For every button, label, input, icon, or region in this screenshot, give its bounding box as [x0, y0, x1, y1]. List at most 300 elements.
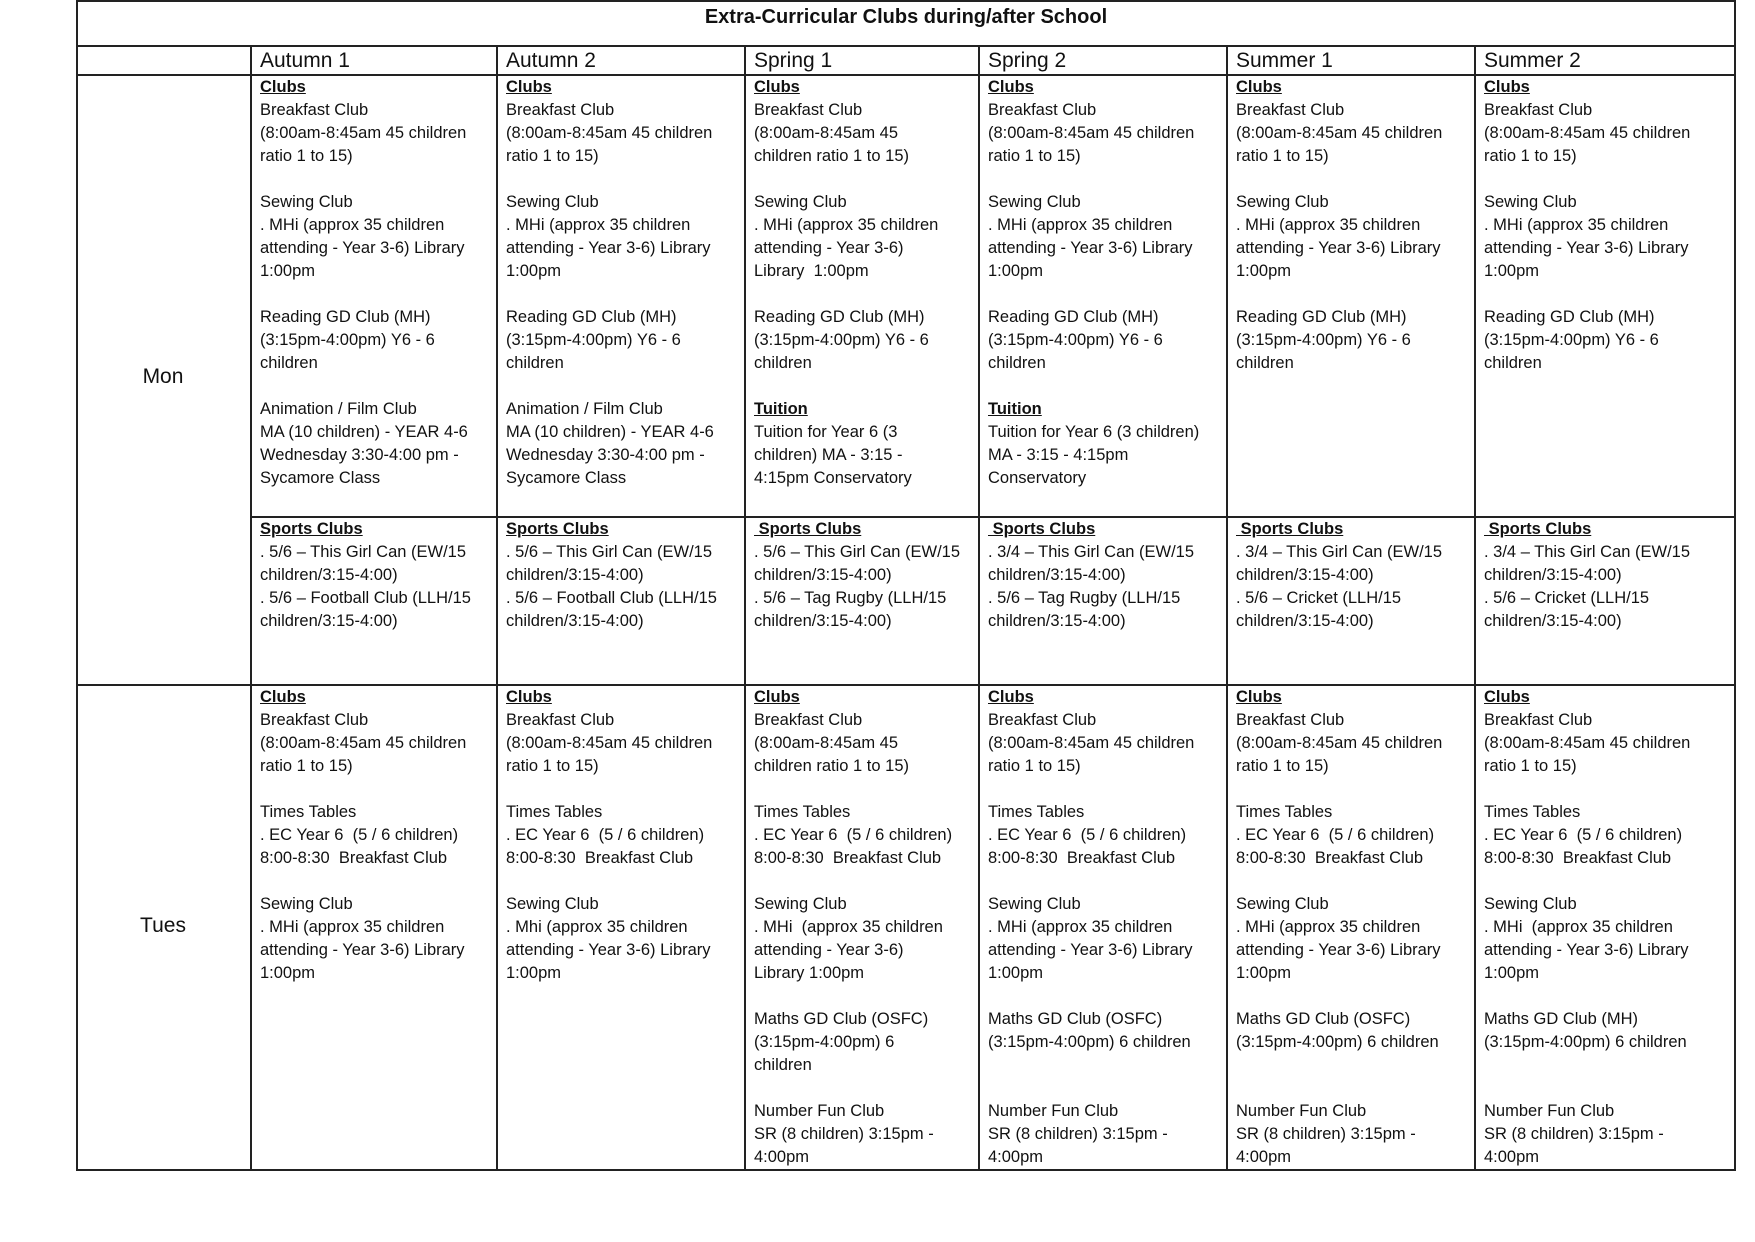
entry-line: . MHi (approx 35 children — [1236, 216, 1421, 234]
club-entry — [1484, 709, 1732, 778]
column-divider — [1226, 45, 1228, 1171]
club-entry — [754, 801, 974, 870]
entry-line: children/3:15-4:00) — [1236, 566, 1374, 584]
entry-line: Times Tables — [1484, 803, 1581, 821]
entry-line: ratio 1 to 15) — [506, 757, 599, 775]
club-entry — [1236, 306, 1470, 375]
entry-line: Sewing Club — [754, 193, 847, 211]
club-entry — [988, 1100, 1222, 1169]
entry-line: Sewing Club — [506, 895, 599, 913]
entry-line: Times Tables — [1236, 803, 1333, 821]
entry-line: . 5/6 – Football Club (LLH/15 — [506, 589, 717, 607]
club-entry — [1484, 306, 1732, 375]
entry-line: children/3:15-4:00) — [506, 612, 644, 630]
entry-line: Tuition for Year 6 (3 — [754, 423, 898, 441]
club-entry — [754, 191, 974, 283]
entry-line: MA (10 children) - YEAR 4-6 — [260, 423, 468, 441]
entry-line: . EC Year 6 (5 / 6 children) — [1236, 826, 1435, 844]
club-entry — [260, 801, 492, 870]
term-header: Autumn 2 — [506, 49, 596, 72]
entry-line: (3:15pm-4:00pm) Y6 - 6 — [506, 331, 681, 349]
entry-line: 1:00pm — [1484, 964, 1540, 982]
club-entry — [988, 801, 1222, 870]
entry-line: Breakfast Club — [988, 711, 1097, 729]
club-entry — [988, 518, 1222, 633]
entry-line: . 5/6 – This Girl Can (EW/15 — [754, 543, 961, 561]
schedule-cell — [1474, 76, 1736, 516]
entry-line: attending - Year 3-6) Library — [506, 239, 711, 257]
section-heading: Clubs — [506, 78, 552, 96]
entry-line: . MHi (approx 35 children — [506, 216, 691, 234]
entry-line: Reading GD Club (MH) — [260, 308, 431, 326]
entry-line: Animation / Film Club — [506, 400, 663, 418]
entry-line: . MHi (approx 35 children — [1484, 216, 1669, 234]
club-entry — [506, 398, 740, 490]
entry-line: (8:00am-8:45am 45 children — [260, 734, 467, 752]
entry-line: . EC Year 6 (5 / 6 children) — [754, 826, 953, 844]
club-entry — [1236, 893, 1470, 985]
entry-line: (3:15pm-4:00pm) 6 children — [1236, 1033, 1439, 1051]
entry-line: Breakfast Club — [1236, 711, 1345, 729]
entry-line: Number Fun Club — [1484, 1102, 1615, 1120]
entry-line: . MHi (approx 35 children — [988, 918, 1173, 936]
entry-line: attending - Year 3-6) Library — [988, 941, 1193, 959]
entry-line: children/3:15-4:00) — [754, 566, 892, 584]
club-entry — [260, 893, 492, 985]
entry-line: Times Tables — [506, 803, 603, 821]
row-divider — [250, 516, 1736, 518]
schedule-cell — [250, 686, 496, 1171]
entry-line: (3:15pm-4:00pm) 6 children — [988, 1033, 1191, 1051]
club-entry — [1236, 686, 1470, 709]
club-entry — [506, 686, 740, 709]
column-divider — [978, 45, 980, 1171]
entry-line: children/3:15-4:00) — [988, 612, 1126, 630]
entry-line: Maths GD Club (OSFC) — [988, 1010, 1163, 1028]
club-entry — [506, 893, 740, 985]
entry-line: Maths GD Club (OSFC) — [1236, 1010, 1411, 1028]
club-entry — [754, 398, 974, 490]
entry-line: SR (8 children) 3:15pm - — [1484, 1125, 1664, 1143]
entry-line: children/3:15-4:00) — [754, 612, 892, 630]
entry-line: (8:00am-8:45am 45 — [754, 124, 898, 142]
entry-line: ratio 1 to 15) — [506, 147, 599, 165]
section-heading: Clubs — [260, 78, 306, 96]
section-heading: Clubs — [988, 688, 1034, 706]
section-heading: Clubs — [506, 688, 552, 706]
entry-line: children/3:15-4:00) — [1236, 612, 1374, 630]
entry-line: (3:15pm-4:00pm) Y6 - 6 — [754, 331, 929, 349]
club-entry — [506, 191, 740, 283]
schedule-cell — [744, 76, 978, 516]
entry-line: children/3:15-4:00) — [1484, 566, 1622, 584]
schedule-cell — [978, 686, 1226, 1171]
entry-line: Sewing Club — [988, 193, 1081, 211]
entry-line: Number Fun Club — [988, 1102, 1119, 1120]
clubs-timetable — [76, 0, 1736, 1171]
entry-line: . 5/6 – Cricket (LLH/15 — [1236, 589, 1402, 607]
entry-line: 1:00pm — [260, 964, 316, 982]
entry-line: (3:15pm-4:00pm) 6 — [754, 1033, 895, 1051]
entry-line: attending - Year 3-6) Library — [1236, 941, 1441, 959]
entry-line: . 5/6 – This Girl Can (EW/15 — [260, 543, 467, 561]
entry-line: children ratio 1 to 15) — [754, 147, 910, 165]
entry-line: Sewing Club — [754, 895, 847, 913]
club-entry — [988, 893, 1222, 985]
club-entry — [1236, 76, 1470, 99]
entry-line: (8:00am-8:45am 45 children — [988, 124, 1195, 142]
entry-line: (3:15pm-4:00pm) Y6 - 6 — [1236, 331, 1411, 349]
entry-line: Wednesday 3:30-4:00 pm - — [260, 446, 459, 464]
schedule-cell — [744, 518, 978, 684]
entry-line: 1:00pm — [988, 262, 1044, 280]
entry-line: SR (8 children) 3:15pm - — [754, 1125, 934, 1143]
schedule-cell — [1226, 518, 1474, 684]
schedule-cell — [496, 686, 744, 1171]
club-entry — [988, 306, 1222, 375]
entry-line: (3:15pm-4:00pm) Y6 - 6 — [260, 331, 435, 349]
entry-line: Sycamore Class — [260, 469, 381, 487]
entry-line: (3:15pm-4:00pm) Y6 - 6 — [1484, 331, 1659, 349]
entry-line: 4:00pm — [1236, 1148, 1292, 1166]
section-heading: Clubs — [754, 78, 800, 96]
entry-line: Sycamore Class — [506, 469, 627, 487]
entry-line: Breakfast Club — [260, 101, 369, 119]
entry-line: Breakfast Club — [988, 101, 1097, 119]
entry-line: (8:00am-8:45am 45 children — [1236, 124, 1443, 142]
club-entry — [1484, 99, 1732, 168]
entry-line: attending - Year 3-6) Library — [260, 239, 465, 257]
club-entry — [1236, 1100, 1470, 1169]
schedule-cell — [744, 686, 978, 1171]
term-header: Spring 2 — [988, 49, 1067, 72]
entry-line: 4:00pm — [1484, 1148, 1540, 1166]
club-entry — [506, 518, 740, 633]
entry-line: Library 1:00pm — [754, 262, 869, 280]
club-entry — [754, 76, 974, 99]
entry-line: attending - Year 3-6) Library — [1484, 239, 1689, 257]
entry-line: Reading GD Club (MH) — [1236, 308, 1407, 326]
section-heading: Clubs — [1484, 78, 1530, 96]
entry-line: . MHi (approx 35 children — [260, 216, 445, 234]
entry-line: ratio 1 to 15) — [260, 147, 353, 165]
entry-line: Library 1:00pm — [754, 964, 865, 982]
entry-line: Animation / Film Club — [260, 400, 417, 418]
entry-line: children/3:15-4:00) — [988, 566, 1126, 584]
entry-line: Sewing Club — [1236, 193, 1329, 211]
entry-line: Maths GD Club (OSFC) — [754, 1010, 929, 1028]
section-heading: Tuition — [754, 400, 808, 418]
entry-line: . EC Year 6 (5 / 6 children) — [260, 826, 459, 844]
entry-line: children ratio 1 to 15) — [754, 757, 910, 775]
club-entry — [988, 1008, 1222, 1077]
entry-line: 4:00pm — [988, 1148, 1044, 1166]
entry-line: . 5/6 – Cricket (LLH/15 — [1484, 589, 1650, 607]
section-heading: Sports Clubs — [754, 520, 862, 538]
entry-line: children — [1484, 354, 1542, 372]
entry-line: Wednesday 3:30-4:00 pm - — [506, 446, 705, 464]
club-entry — [1484, 1100, 1732, 1169]
schedule-cell — [1226, 686, 1474, 1171]
club-entry — [988, 191, 1222, 283]
entry-line: . 5/6 – Football Club (LLH/15 — [260, 589, 471, 607]
entry-line: children — [1236, 354, 1294, 372]
section-heading: Sports Clubs — [988, 520, 1096, 538]
section-heading: Clubs — [754, 688, 800, 706]
entry-line: Sewing Club — [1484, 193, 1577, 211]
club-entry — [260, 398, 492, 490]
entry-line — [1484, 1054, 1732, 1077]
club-entry — [988, 76, 1222, 99]
column-divider — [496, 45, 498, 1171]
entry-line: (8:00am-8:45am 45 children — [1236, 734, 1443, 752]
entry-line: 8:00-8:30 Breakfast Club — [506, 849, 694, 867]
day-label: Mon — [142, 365, 184, 388]
row-divider — [76, 74, 1736, 76]
entry-line: . 3/4 – This Girl Can (EW/15 — [1484, 543, 1691, 561]
club-entry — [988, 686, 1222, 709]
entry-line: 8:00-8:30 Breakfast Club — [754, 849, 942, 867]
club-entry — [1484, 191, 1732, 283]
club-entry — [506, 801, 740, 870]
club-entry — [754, 709, 974, 778]
entry-line: children — [754, 354, 812, 372]
entry-line: Breakfast Club — [1236, 101, 1345, 119]
club-entry — [260, 686, 492, 709]
entry-line: (8:00am-8:45am 45 children — [1484, 734, 1691, 752]
entry-line: 1:00pm — [1236, 964, 1292, 982]
entry-line: Reading GD Club (MH) — [988, 308, 1159, 326]
entry-line: children — [754, 1056, 812, 1074]
section-heading: Sports Clubs — [1236, 520, 1344, 538]
club-entry — [1484, 686, 1732, 709]
entry-line: 8:00-8:30 Breakfast Club — [1484, 849, 1672, 867]
section-heading: Clubs — [988, 78, 1034, 96]
entry-line: ratio 1 to 15) — [1236, 757, 1329, 775]
entry-line: Breakfast Club — [506, 101, 615, 119]
club-entry — [754, 99, 974, 168]
entry-line: (8:00am-8:45am 45 children — [506, 734, 713, 752]
club-entry — [1236, 99, 1470, 168]
entry-line: . EC Year 6 (5 / 6 children) — [988, 826, 1187, 844]
entry-line: Breakfast Club — [260, 711, 369, 729]
entry-line: 1:00pm — [988, 964, 1044, 982]
entry-line: 4:00pm — [754, 1148, 810, 1166]
entry-line: children — [260, 354, 318, 372]
section-heading: Clubs — [260, 688, 306, 706]
entry-line: Breakfast Club — [1484, 101, 1593, 119]
club-entry — [506, 76, 740, 99]
entry-line: Breakfast Club — [754, 711, 863, 729]
entry-line: (8:00am-8:45am 45 children — [1484, 124, 1691, 142]
entry-line: Breakfast Club — [1484, 711, 1593, 729]
club-entry — [754, 1008, 974, 1077]
schedule-cell — [496, 76, 744, 516]
club-entry — [1484, 76, 1732, 99]
entry-line: . MHi (approx 35 children — [754, 918, 943, 936]
entry-line: (8:00am-8:45am 45 — [754, 734, 898, 752]
entry-line: Reading GD Club (MH) — [1484, 308, 1655, 326]
entry-line: Breakfast Club — [754, 101, 863, 119]
entry-line: children/3:15-4:00) — [260, 612, 398, 630]
entry-line: Conservatory — [988, 469, 1087, 487]
entry-line: children/3:15-4:00) — [260, 566, 398, 584]
entry-line: ratio 1 to 15) — [1484, 757, 1577, 775]
club-entry — [754, 1100, 974, 1169]
entry-line: children/3:15-4:00) — [506, 566, 644, 584]
entry-line: 8:00-8:30 Breakfast Club — [988, 849, 1176, 867]
entry-line: (8:00am-8:45am 45 children — [506, 124, 713, 142]
club-entry — [1236, 518, 1470, 633]
entry-line: Sewing Club — [260, 193, 353, 211]
entry-line: . 5/6 – Tag Rugby (LLH/15 — [988, 589, 1181, 607]
entry-line: Times Tables — [754, 803, 851, 821]
club-entry — [260, 306, 492, 375]
section-heading: Clubs — [1236, 78, 1282, 96]
entry-line: (3:15pm-4:00pm) Y6 - 6 — [988, 331, 1163, 349]
entry-line: attending - Year 3-6) Library — [1236, 239, 1441, 257]
entry-line: Number Fun Club — [1236, 1102, 1367, 1120]
term-header: Summer 2 — [1484, 49, 1581, 72]
row-divider — [76, 684, 1736, 686]
schedule-cell — [978, 76, 1226, 516]
entry-line: 1:00pm — [506, 964, 562, 982]
entry-line: attending - Year 3-6) Library — [1484, 941, 1689, 959]
entry-line: 4:15pm Conservatory — [754, 469, 912, 487]
section-heading: Tuition — [988, 400, 1042, 418]
schedule-cell — [250, 76, 496, 516]
entry-line: Sewing Club — [988, 895, 1081, 913]
club-entry — [260, 99, 492, 168]
term-header: Autumn 1 — [260, 49, 350, 72]
entry-line: attending - Year 3-6) — [754, 941, 904, 959]
entry-line: MA - 3:15 - 4:15pm — [988, 446, 1129, 464]
entry-line: children — [988, 354, 1046, 372]
entry-line: 1:00pm — [1236, 262, 1292, 280]
entry-line: . MHi (approx 35 children — [260, 918, 445, 936]
entry-line: attending - Year 3-6) — [754, 239, 904, 257]
entry-line: . MHi (approx 35 children — [988, 216, 1173, 234]
entry-line: (3:15pm-4:00pm) 6 children — [1484, 1033, 1687, 1051]
entry-line: children — [506, 354, 564, 372]
entry-line: ratio 1 to 15) — [1236, 147, 1329, 165]
entry-line — [988, 1054, 1222, 1077]
entry-line: Reading GD Club (MH) — [506, 308, 677, 326]
column-divider — [250, 45, 252, 1171]
schedule-cell — [496, 518, 744, 684]
entry-line: 8:00-8:30 Breakfast Club — [1236, 849, 1424, 867]
club-entry — [988, 709, 1222, 778]
entry-line: Sewing Club — [1236, 895, 1329, 913]
entry-line: MA (10 children) - YEAR 4-6 — [506, 423, 714, 441]
entry-line: attending - Year 3-6) Library — [506, 941, 711, 959]
club-entry — [260, 76, 492, 99]
table-title: Extra-Curricular Clubs during/after School — [704, 6, 1108, 28]
schedule-cell — [1474, 518, 1736, 684]
club-entry — [260, 709, 492, 778]
section-heading: Clubs — [1484, 688, 1530, 706]
entry-line: Times Tables — [260, 803, 357, 821]
schedule-cell — [250, 518, 496, 684]
entry-line: 8:00-8:30 Breakfast Club — [260, 849, 448, 867]
entry-line: Sewing Club — [506, 193, 599, 211]
club-entry — [754, 518, 974, 633]
entry-line: Maths GD Club (MH) — [1484, 1010, 1639, 1028]
schedule-cell — [1226, 76, 1474, 516]
entry-line: Breakfast Club — [506, 711, 615, 729]
club-entry — [754, 306, 974, 375]
entry-line: . EC Year 6 (5 / 6 children) — [506, 826, 705, 844]
club-entry — [506, 99, 740, 168]
entry-line: children/3:15-4:00) — [1484, 612, 1622, 630]
entry-line: Tuition for Year 6 (3 children) — [988, 423, 1200, 441]
entry-line: Sewing Club — [1484, 895, 1577, 913]
club-entry — [506, 306, 740, 375]
club-entry — [1484, 518, 1732, 633]
entry-line: . 5/6 – Tag Rugby (LLH/15 — [754, 589, 947, 607]
entry-line: (8:00am-8:45am 45 children — [260, 124, 467, 142]
club-entry — [506, 709, 740, 778]
entry-line: . MHi (approx 35 children — [1236, 918, 1421, 936]
term-header: Spring 1 — [754, 49, 833, 72]
entry-line: . 5/6 – This Girl Can (EW/15 — [506, 543, 713, 561]
entry-line: children) MA - 3:15 - — [754, 446, 903, 464]
schedule-cell — [978, 518, 1226, 684]
entry-line: . 3/4 – This Girl Can (EW/15 — [1236, 543, 1443, 561]
club-entry — [1484, 801, 1732, 870]
club-entry — [260, 518, 492, 633]
column-divider — [1474, 45, 1476, 1171]
club-entry — [1484, 893, 1732, 985]
entry-line: attending - Year 3-6) Library — [260, 941, 465, 959]
entry-line: ratio 1 to 15) — [260, 757, 353, 775]
schedule-cell — [1474, 686, 1736, 1171]
entry-line: ratio 1 to 15) — [988, 147, 1081, 165]
club-entry — [1236, 191, 1470, 283]
club-entry — [754, 686, 974, 709]
entry-line: . MHi (approx 35 children — [1484, 918, 1673, 936]
entry-line: . EC Year 6 (5 / 6 children) — [1484, 826, 1683, 844]
entry-line: ratio 1 to 15) — [988, 757, 1081, 775]
entry-line — [1236, 1054, 1470, 1077]
section-heading: Sports Clubs — [1484, 520, 1592, 538]
term-header: Summer 1 — [1236, 49, 1333, 72]
entry-line: (8:00am-8:45am 45 children — [988, 734, 1195, 752]
section-heading: Sports Clubs — [506, 520, 609, 538]
club-entry — [260, 191, 492, 283]
entry-line: ratio 1 to 15) — [1484, 147, 1577, 165]
entry-line: SR (8 children) 3:15pm - — [1236, 1125, 1416, 1143]
entry-line: Number Fun Club — [754, 1102, 885, 1120]
entry-line: Sewing Club — [260, 895, 353, 913]
entry-line: SR (8 children) 3:15pm - — [988, 1125, 1168, 1143]
club-entry — [1236, 709, 1470, 778]
section-heading: Clubs — [1236, 688, 1282, 706]
column-divider — [744, 45, 746, 1171]
section-heading: Sports Clubs — [260, 520, 363, 538]
entry-line: 1:00pm — [260, 262, 316, 280]
entry-line: attending - Year 3-6) Library — [988, 239, 1193, 257]
club-entry — [988, 398, 1222, 490]
club-entry — [754, 893, 974, 985]
club-entry — [1484, 1008, 1732, 1077]
day-label: Tues — [140, 913, 186, 937]
club-entry — [988, 99, 1222, 168]
entry-line: Times Tables — [988, 803, 1085, 821]
entry-line: 1:00pm — [1484, 262, 1540, 280]
entry-line: . Mhi (approx 35 children — [506, 918, 688, 936]
entry-line: 1:00pm — [506, 262, 562, 280]
